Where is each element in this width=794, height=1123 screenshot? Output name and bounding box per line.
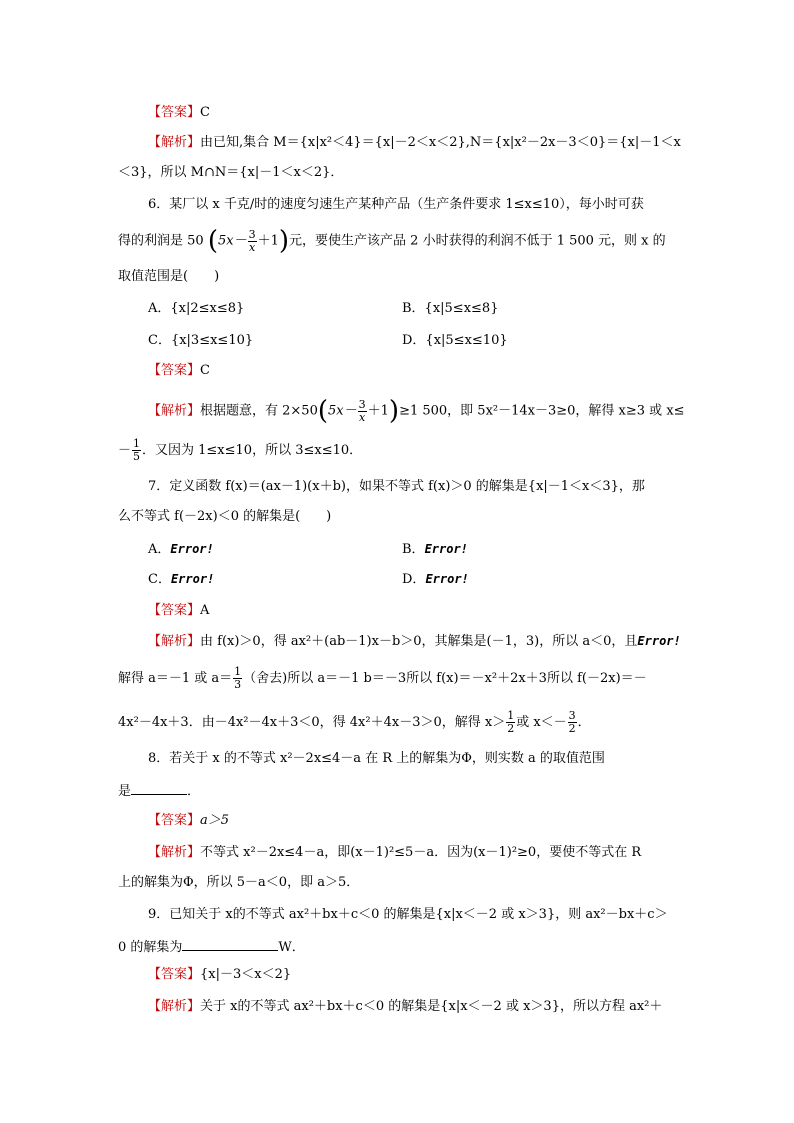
analysis-label: 【解析】 xyxy=(148,403,201,419)
fraction-denominator: 5 xyxy=(133,450,141,463)
option-letter: A． xyxy=(148,542,171,557)
math-expr: ＋1 xyxy=(367,403,389,419)
question-6-stem: 6．某厂以 x 千克/时的速度匀速生产某种产品（生产条件要求 1≤x≤10），每小时可获 xyxy=(148,197,644,212)
answer-row xyxy=(148,966,291,984)
stem-text: 元，要使生产该产品 2 小时获得的利润不低于 1 500 元，则 x 的 xyxy=(289,233,666,249)
answer-value: A xyxy=(200,603,210,618)
option-b: B．{x|5≤x≤8} xyxy=(402,301,499,316)
option-letter: C． xyxy=(148,572,171,587)
option-c xyxy=(148,570,214,589)
question-8-stem: 8．若关于 x 的不等式 x²－2x≤4－a 在 R 上的解集为Φ，则实数 a 的取值范围 xyxy=(148,751,605,766)
error-text: Error! xyxy=(425,572,469,586)
answer-value: {x|－3＜x＜2} xyxy=(200,967,292,982)
fraction-denominator: 3 xyxy=(234,678,242,691)
right-paren: ) xyxy=(388,396,400,426)
analysis-row xyxy=(148,998,662,1016)
question-6-stem-line2 xyxy=(118,228,666,254)
answer-row xyxy=(148,812,229,830)
error-text: Error! xyxy=(637,634,681,648)
question-9-stem-line2 xyxy=(118,936,305,957)
fraction-numerator: 1 xyxy=(234,665,242,678)
option-d: D．{x|5≤x≤10} xyxy=(402,333,508,348)
analysis-text-cont xyxy=(118,710,591,735)
analysis-text-cont: ＜3}，所以 M∩N＝{x|－1＜x＜2}． xyxy=(118,165,344,180)
option-letter: B． xyxy=(402,542,425,557)
fill-blank xyxy=(131,780,187,795)
error-text: Error! xyxy=(424,542,468,556)
option-b xyxy=(402,540,468,559)
left-paren: ( xyxy=(207,226,218,256)
analysis-text: ．又因为 1≤x≤10，所以 3≤x≤10． xyxy=(142,443,363,458)
question-7-stem: 7．定义函数 f(x)＝(ax－1)(x＋b)，如果不等式 f(x)＞0 的解集是{x|－1＜x＜3}，那 xyxy=(148,479,645,494)
analysis-label: 【解析】 xyxy=(148,999,201,1014)
analysis-text: ． xyxy=(577,715,591,730)
option-a xyxy=(148,540,214,559)
answer-row xyxy=(148,104,210,122)
option-letter: D． xyxy=(402,572,426,587)
fraction-numerator: 3 xyxy=(568,709,576,722)
option-a: A．{x|2≤x≤8} xyxy=(148,301,245,316)
stem-text: 得的利润是 50 xyxy=(118,233,204,249)
answer-value: C xyxy=(200,105,210,120)
stem-text: ． xyxy=(187,784,201,799)
analysis-label: 【解析】 xyxy=(148,135,201,150)
analysis-text: 根据题意，有 2×50 xyxy=(200,403,318,419)
question-8-stem-line2 xyxy=(118,780,200,801)
analysis-text: （舍去)所以 a＝－1 b＝－3所以 f(x)＝－x²＋2x＋3所以 f(－2x)＝－ xyxy=(243,671,647,686)
fraction xyxy=(358,399,367,424)
fraction-denominator: 2 xyxy=(568,722,576,735)
analysis-row xyxy=(148,134,681,152)
analysis-text: 或 x＜－ xyxy=(516,715,567,730)
analysis-label: 【解析】 xyxy=(148,845,201,860)
answer-value: C xyxy=(200,363,210,378)
fraction xyxy=(233,666,242,691)
math-expr: 5x－ xyxy=(328,403,357,419)
fill-blank xyxy=(182,936,278,951)
stem-text: 0 的解集为 xyxy=(118,940,183,955)
option-d xyxy=(402,570,469,589)
answer-label: 【答案】 xyxy=(148,105,201,120)
analysis-text: 关于 x的不等式 ax²＋bx＋c＜0 的解集是{x|x＜－2 或 x＞3}，所以方程 ax²＋ xyxy=(200,999,663,1014)
question-9-stem: 9．已知关于 x的不等式 ax²＋bx＋c＜0 的解集是{x|x＜－2 或 x＞3}，则 ax²－bx＋c＞ xyxy=(148,907,668,922)
analysis-text: 由 f(x)＞0，得 ax²＋(ab－1)x－b＞0，其解集是(－1，3)，所以 a＜0，且 xyxy=(200,634,638,649)
stem-text: 是 xyxy=(118,784,132,799)
analysis-row xyxy=(148,844,641,862)
analysis-label: 【解析】 xyxy=(148,634,201,649)
analysis-row xyxy=(148,632,681,651)
fraction-denominator: x xyxy=(248,240,256,254)
option-c: C．{x|3≤x≤10} xyxy=(148,333,254,348)
analysis-text: 不等式 x²－2x≤4－a，即(x－1)²≤5－a．因为(x－1)²≥0，要使不等式在 R xyxy=(200,845,642,860)
fraction xyxy=(248,229,257,254)
answer-row xyxy=(148,602,209,620)
fraction-numerator: 1 xyxy=(133,437,141,450)
analysis-text: ≥1 500，即 5x²－14x－3≥0，解得 x≥3 或 x≤ xyxy=(399,403,685,419)
fraction-numerator: 3 xyxy=(248,227,256,241)
answer-row xyxy=(148,362,210,380)
fraction-numerator: 1 xyxy=(507,709,515,722)
math-expr: ＋1 xyxy=(257,233,279,249)
fraction-numerator: 3 xyxy=(358,397,366,411)
minus-sign: － xyxy=(118,443,132,458)
question-7-stem-line2: 么不等式 f(－2x)＜0 的解集是( ) xyxy=(118,509,332,524)
answer-value: a＞5 xyxy=(200,813,230,828)
answer-label: 【答案】 xyxy=(148,813,201,828)
fraction xyxy=(506,710,515,735)
analysis-text-cont xyxy=(118,438,362,463)
fraction xyxy=(132,438,141,463)
stem-text: W． xyxy=(278,940,305,955)
math-expr: 5x－ xyxy=(217,233,247,249)
answer-label: 【答案】 xyxy=(148,967,201,982)
error-text: Error! xyxy=(170,572,215,586)
fraction-denominator: x xyxy=(359,410,366,424)
analysis-text: 4x²－4x＋3．由－4x²－4x＋3＜0，得 4x²＋4x－3＞0，解得 x＞ xyxy=(118,715,506,730)
left-paren: ( xyxy=(317,396,329,426)
fraction-denominator: 2 xyxy=(507,722,515,735)
analysis-text-cont xyxy=(118,666,647,691)
answer-label: 【答案】 xyxy=(148,603,201,618)
error-text: Error! xyxy=(170,542,214,556)
analysis-text: 由已知,集合 M＝{x|x²＜4}＝{x|－2＜x＜2},N＝{x|x²－2x－3＜0}＝{x|－1＜x xyxy=(200,135,681,150)
answer-label: 【答案】 xyxy=(148,363,201,378)
analysis-text-cont: 上的解集为Φ，所以 5－a＜0，即 a＞5． xyxy=(118,875,360,890)
analysis-text: 解得 a＝－1 或 a＝ xyxy=(118,671,233,686)
question-6-stem-line3: 取值范围是( ) xyxy=(118,269,220,284)
analysis-row xyxy=(148,398,685,424)
fraction xyxy=(568,710,577,735)
right-paren: ) xyxy=(278,226,290,256)
